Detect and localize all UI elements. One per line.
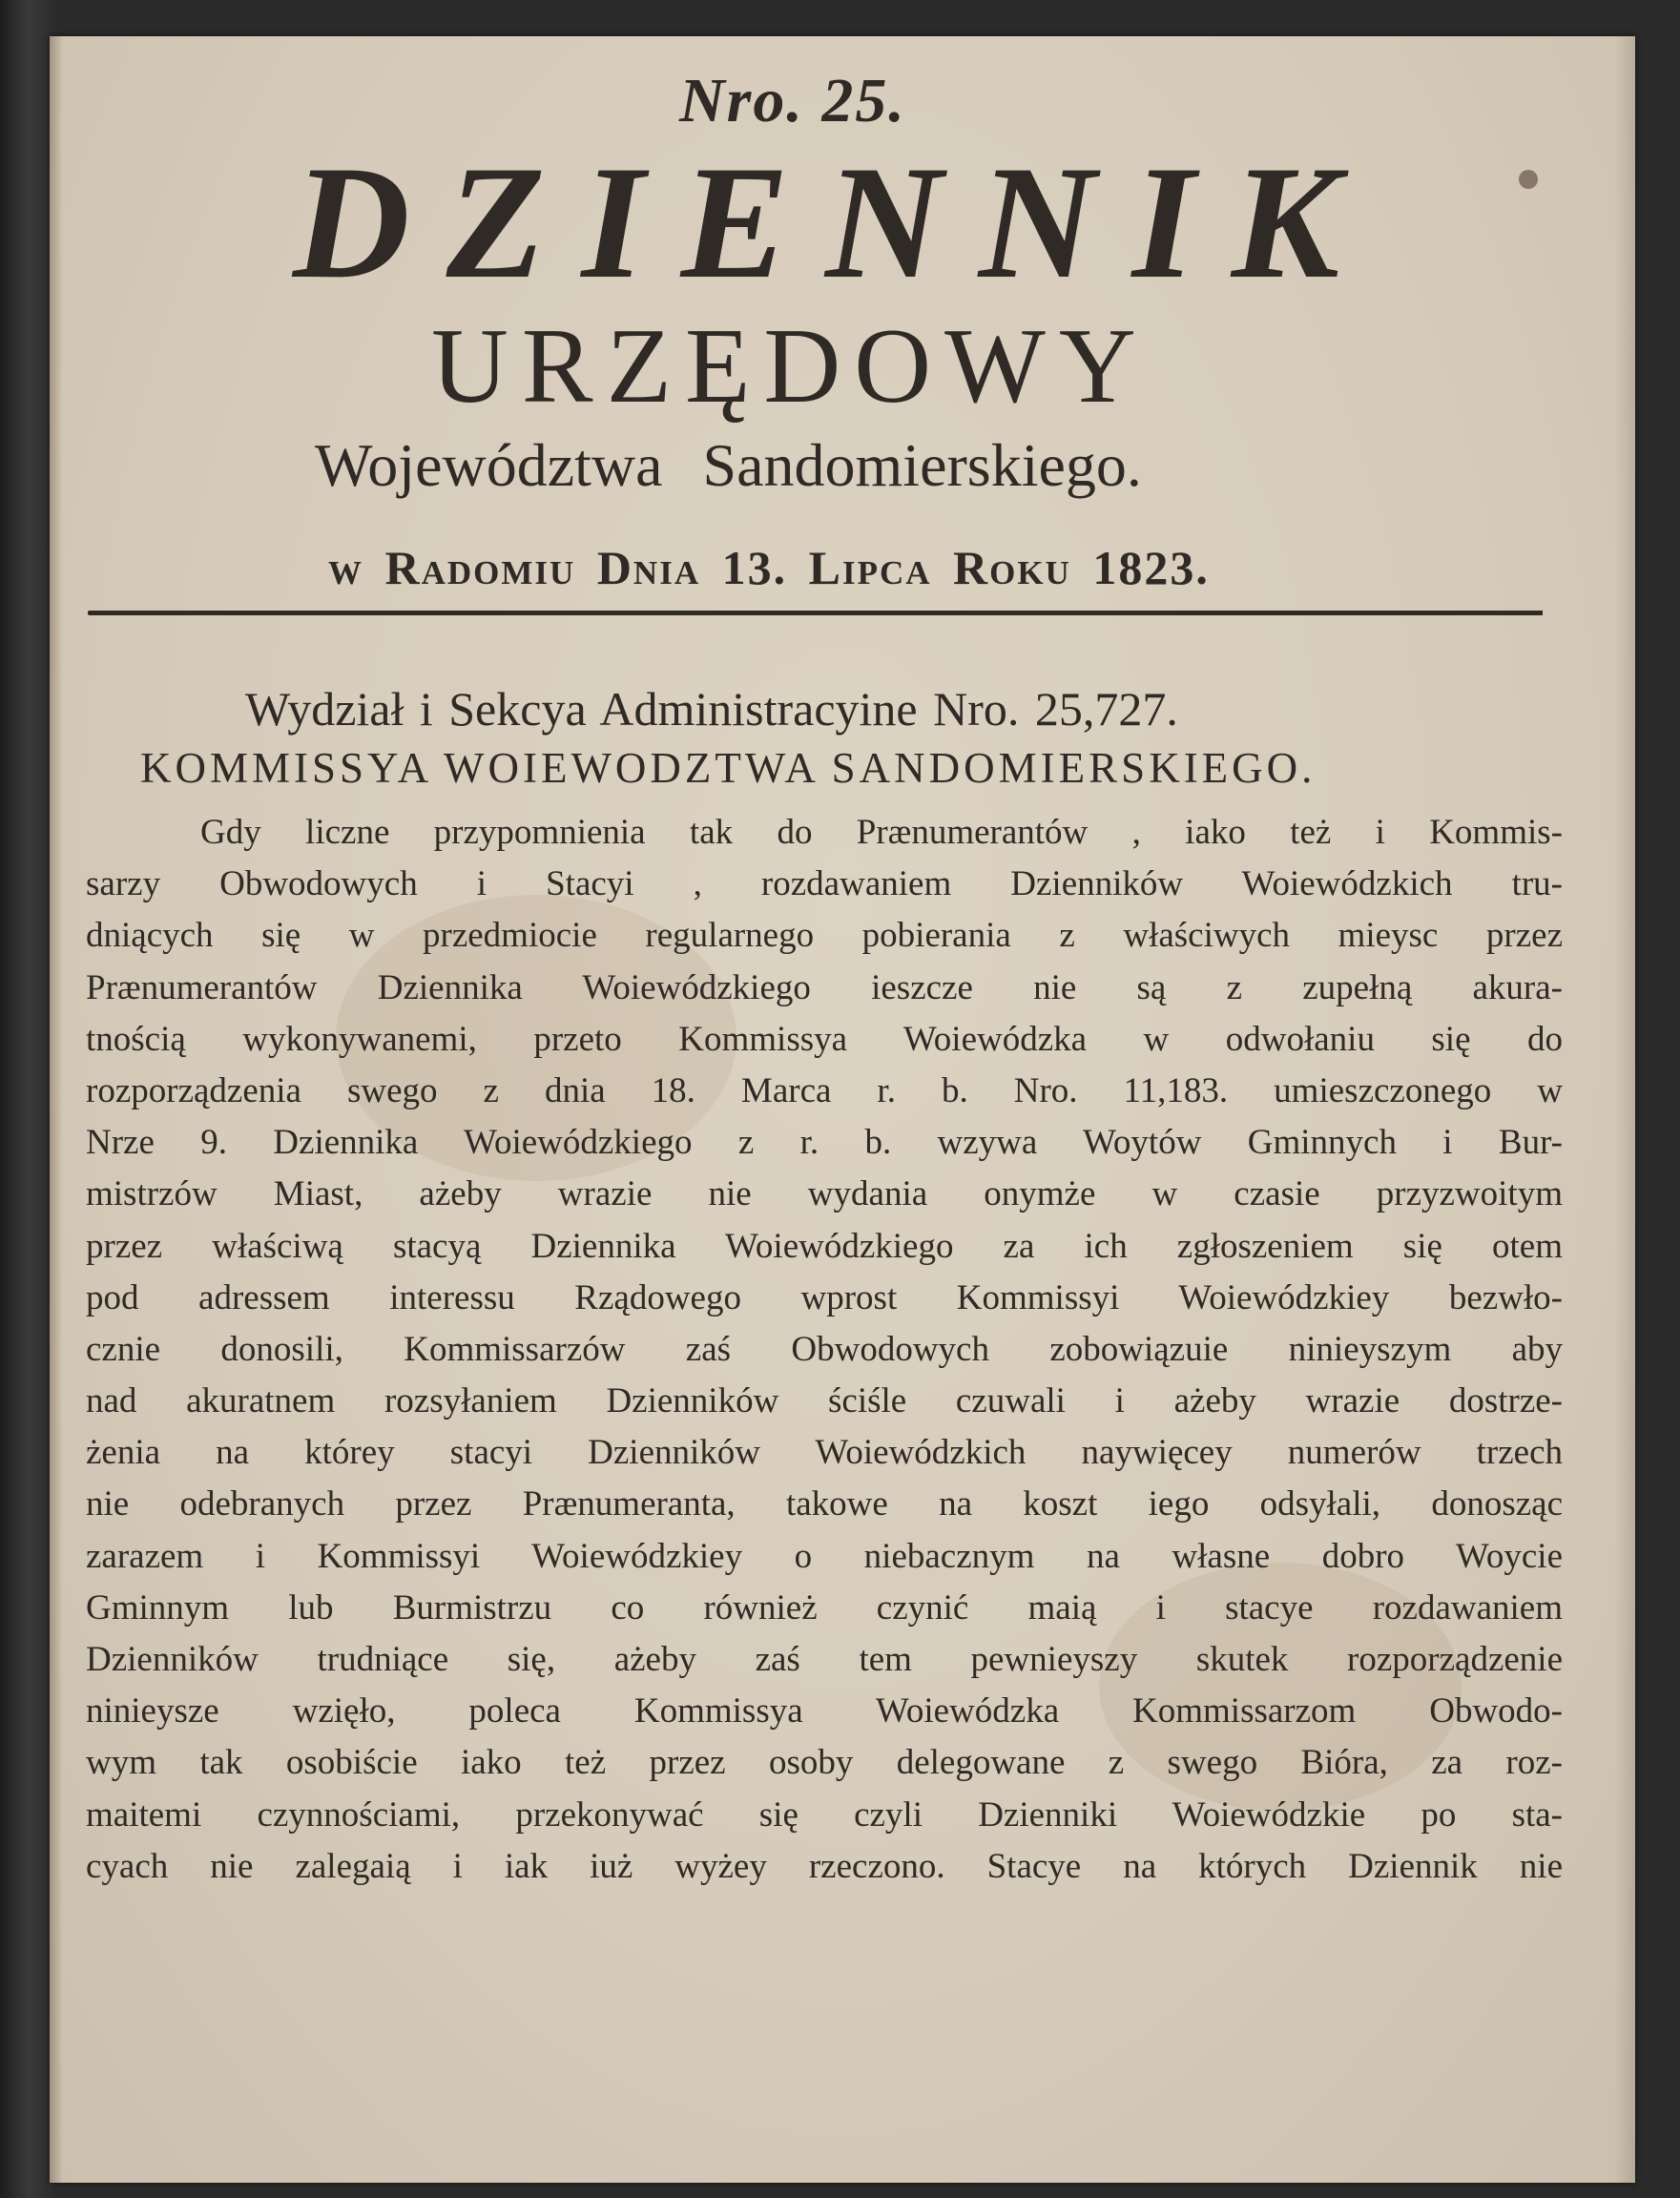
ink-spot: [1519, 170, 1538, 189]
issue-number: Nro. 25.: [679, 66, 906, 135]
body-line: żenia na którey stacyi Dzienników Woiewódzkich naywięcey numerów trzech: [86, 1433, 1563, 1473]
body-line: nie odebranych przez Prænumeranta, takowe na koszt iego odsyłali, donosząc: [86, 1484, 1563, 1524]
body-line: pod adressem interessu Rządowego wprost Kommissyi Woiewódzkiey bezwło-: [86, 1277, 1563, 1317]
body-line: wym tak osobiście iako też przez osoby delegowane z swego Bióra, za roz-: [86, 1743, 1563, 1783]
body-line: przez właściwą stacyą Dziennika Woiewódzkiego za ich zgłoszeniem się otem: [86, 1226, 1563, 1266]
body-line: Dzienników trudniące się, ażeby zaś tem pewnieyszy skutek rozporządzenie: [86, 1640, 1563, 1679]
body-line: nad akuratnem rozsyłaniem Dzienników ściśle czuwali i ażeby wrazie dostrze-: [86, 1381, 1563, 1421]
body-line: rozporządzenia swego z dnia 18. Marca r. b. Nro. 11,183. umieszczonego w: [86, 1070, 1563, 1110]
body-line: Prænumerantów Dziennika Woiewódzkiego ieszcze nie są z zupełną akura-: [86, 967, 1563, 1007]
page-binding-shadow: [50, 36, 63, 2183]
section-heading: Wydział i Sekcya Administracyine Nro. 25,727.: [245, 682, 1178, 736]
body-line: Gminnym lub Burmistrzu co również czynić maią i stacye rozdawaniem: [86, 1587, 1563, 1628]
newspaper-subtitle: URZĘDOWY: [431, 307, 1150, 425]
article-body: [86, 807, 1563, 1893]
body-line: ninieysze wzięło, poleca Kommissya Woiewódzka Kommissarzom Obwodo-: [86, 1691, 1563, 1731]
masthead-divider: [88, 611, 1543, 615]
body-line: tnością wykonywanemi, przeto Kommissya Woiewódzka w odwołaniu się do: [86, 1019, 1563, 1059]
body-line: mistrzów Miast, ażeby wrazie nie wydania onymże w czasie przyzwoitym: [86, 1174, 1563, 1214]
authority-heading: KOMMISSYA WOIEWODZTWA SANDOMIERSKIEGO.: [140, 744, 1317, 792]
body-line: dniących się w przedmiocie regularnego pobierania z właściwych mieysc przez: [86, 916, 1563, 956]
body-line: Gdy liczne przypomnienia tak do Prænumerantów , iako też i Kommis-: [200, 813, 1563, 852]
body-line: cznie donosili, Kommissarzów zaś Obwodowych zobowiązuie ninieyszym aby: [86, 1329, 1563, 1369]
body-line: zarazem i Kommissyi Woiewódzkiey o niebacznym na własne dobro Woycie: [86, 1536, 1563, 1576]
newspaper-title: DZIENNIK: [293, 133, 1377, 312]
dateline: w Radomiu Dnia 13. Lipca Roku 1823.: [328, 541, 1210, 594]
region-title: Województwa Sandomierskiego.: [315, 431, 1142, 499]
body-line: cyach nie zalegaią i iak iuż wyżey rzeczono. Stacye na których Dziennik nie: [86, 1846, 1563, 1886]
body-line: sarzy Obwodowych i Stacyi , rozdawaniem Dzienników Woiewódzkich tru-: [86, 864, 1563, 904]
page-edge-shadow: [1614, 36, 1635, 2183]
body-line: Nrze 9. Dziennika Woiewódzkiego z r. b. wzywa Woytów Gminnych i Bur-: [86, 1123, 1563, 1163]
newspaper-page: [50, 36, 1635, 2183]
body-line: maitemi czynnościami, przekonywać się czyli Dzienniki Woiewódzkie po sta-: [86, 1794, 1563, 1835]
